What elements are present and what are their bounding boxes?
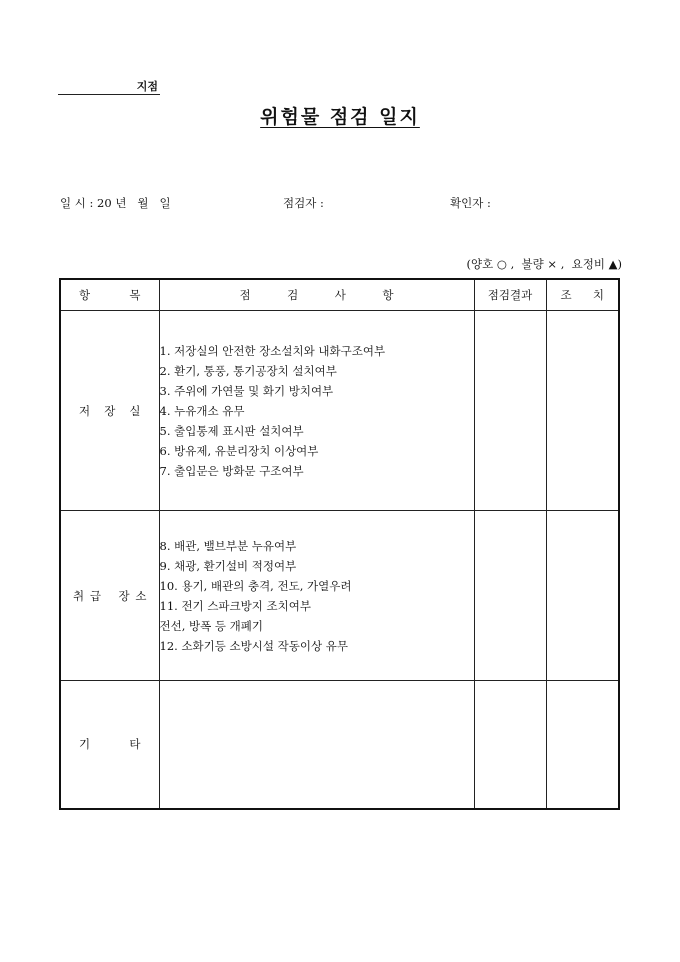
check-item: 6. 방유제, 유분리장치 이상여부 (159, 443, 319, 458)
action-cell[interactable] (546, 681, 619, 809)
check-item: 11. 전기 스파크방지 조치여부 (159, 598, 311, 613)
category-char: 장 (118, 588, 130, 603)
category-char: 실 (129, 403, 141, 418)
header-action-char: 조 (560, 288, 572, 302)
legend: (양호 ○ , 불량 × , 요정비 ▲) (466, 257, 622, 271)
check-items-other[interactable] (159, 681, 474, 809)
header-action (546, 279, 619, 311)
page-title: 위험물 점검 일지 (260, 106, 420, 128)
header-check-char: 항 (382, 288, 394, 302)
header-check-char: 검 (287, 288, 299, 302)
inspection-table (59, 278, 620, 810)
header-check-char: 사 (334, 288, 346, 302)
header-item (60, 279, 159, 311)
action-cell[interactable] (546, 311, 619, 511)
check-item: 9. 채광, 환기설비 적정여부 (159, 558, 297, 573)
date-label: 일 시 : 20 년 월 일 (60, 196, 171, 210)
check-items-handling (159, 511, 474, 681)
check-item: 2. 환기, 통풍, 통기공장치 설치여부 (159, 363, 337, 378)
check-item: 1. 저장실의 안전한 장소설치와 내화구조여부 (159, 343, 386, 358)
table-row-storage (60, 311, 619, 511)
category-char: 급 (89, 588, 101, 603)
category-char: 장 (104, 403, 116, 418)
table-row-other (60, 681, 619, 809)
page-title-wrap (0, 102, 680, 129)
category-char: 저 (79, 403, 91, 418)
result-cell[interactable] (474, 511, 546, 681)
category-storage (60, 311, 159, 511)
check-item: 10. 용기, 배관의 충격, 전도, 가열우려 (159, 578, 352, 593)
check-items-storage (159, 311, 474, 511)
category-other (60, 681, 159, 809)
category-handling (60, 511, 159, 681)
check-item: 전선, 방폭 등 개폐기 (159, 618, 263, 633)
check-item: 3. 주위에 가연물 및 화기 방치여부 (159, 383, 334, 398)
header-item-char: 항 (79, 288, 91, 302)
header-action-char: 치 (592, 288, 604, 302)
check-item: 4. 누유개소 유무 (159, 403, 245, 418)
header-item-char: 목 (129, 288, 141, 302)
result-cell[interactable] (474, 681, 546, 809)
header-result: 점검결과 (474, 279, 546, 311)
category-char: 취 (73, 588, 85, 603)
inspector-label: 점검자 : (283, 196, 324, 210)
header-check (159, 279, 474, 311)
confirmer-label: 확인자 : (450, 196, 491, 210)
header-check-char: 점 (239, 288, 251, 302)
check-item: 8. 배관, 밸브부분 누유여부 (159, 538, 297, 553)
check-item: 7. 출입문은 방화문 구조여부 (159, 463, 304, 478)
branch-label: 지점 (136, 80, 158, 93)
category-char: 기 (79, 737, 91, 752)
action-cell[interactable] (546, 511, 619, 681)
category-char: 소 (135, 588, 147, 603)
check-item: 12. 소화기등 소방시설 작동이상 유무 (159, 638, 348, 653)
table-header-row (60, 279, 619, 311)
result-cell[interactable] (474, 311, 546, 511)
check-item: 5. 출입통제 표시판 설치여부 (159, 423, 304, 438)
table-row-handling (60, 511, 619, 681)
category-char: 타 (129, 737, 141, 752)
branch-line (58, 78, 160, 95)
